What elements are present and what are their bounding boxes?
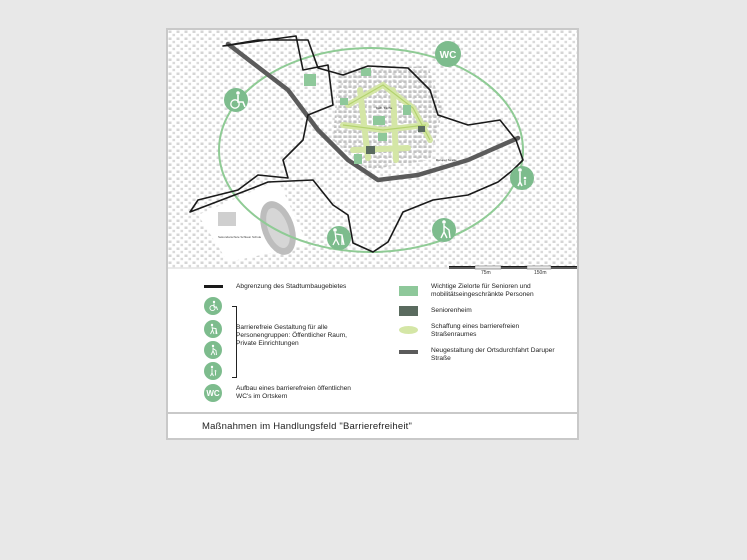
scale-label-150: 150m [534,270,547,276]
street-label: Daruper Straße [436,158,457,162]
legend-accessibility-design: Barrierefreie Gestaltung für alle Personengruppen: Öffentlicher Raum, Private Einrichtungen [236,324,347,348]
senior-home-symbol [399,306,418,316]
destination-symbol [399,286,418,296]
legend-destinations: Wichtige Zielorte für Senioren und mobilitätseingeschränkte Personen [431,283,534,299]
footer-title: Maßnahmen im Handlungsfeld "Barrierefreiheit" [202,421,413,432]
school-label: Sekundarschule Schlaun Schule [218,235,262,239]
wheelchair-icon [204,297,222,315]
svg-text:WC: WC [439,50,457,61]
barrier-free-street-symbol [399,326,418,334]
site-map [168,30,577,270]
pedestrian-cane-icon [204,341,222,359]
through-road-symbol [399,350,418,354]
boundary-symbol [204,285,223,288]
map-sheet [166,28,579,440]
scale-bar [449,266,577,269]
wc-icon [435,41,461,67]
wheelchair-icon [224,88,248,112]
parent-child-icon [204,362,222,380]
scale-label-75: 75m [481,270,491,276]
parent-child-icon [510,166,534,190]
legend-senior-home: Seniorenheim [431,307,472,314]
footer [168,412,577,438]
legend-barrier-free-street: Schaffung eines barrierefreien Straßenraumes [431,323,520,339]
wc-icon: WC [204,384,222,402]
pedestrian-cane-icon [432,218,456,242]
legend [168,270,577,410]
church-label: Kath. Kirche [376,106,393,110]
walker-icon [327,226,351,250]
legend-through-road: Neugestaltung der Ortsdurchfahrt Daruper Straße [431,347,555,363]
walker-icon [204,320,222,338]
legend-boundary: Abgrenzung des Stadtumbaugebietes [236,283,347,290]
legend-wc: Aufbau eines barrierefreien öffentlichen WC's im Ortskern [236,385,351,401]
